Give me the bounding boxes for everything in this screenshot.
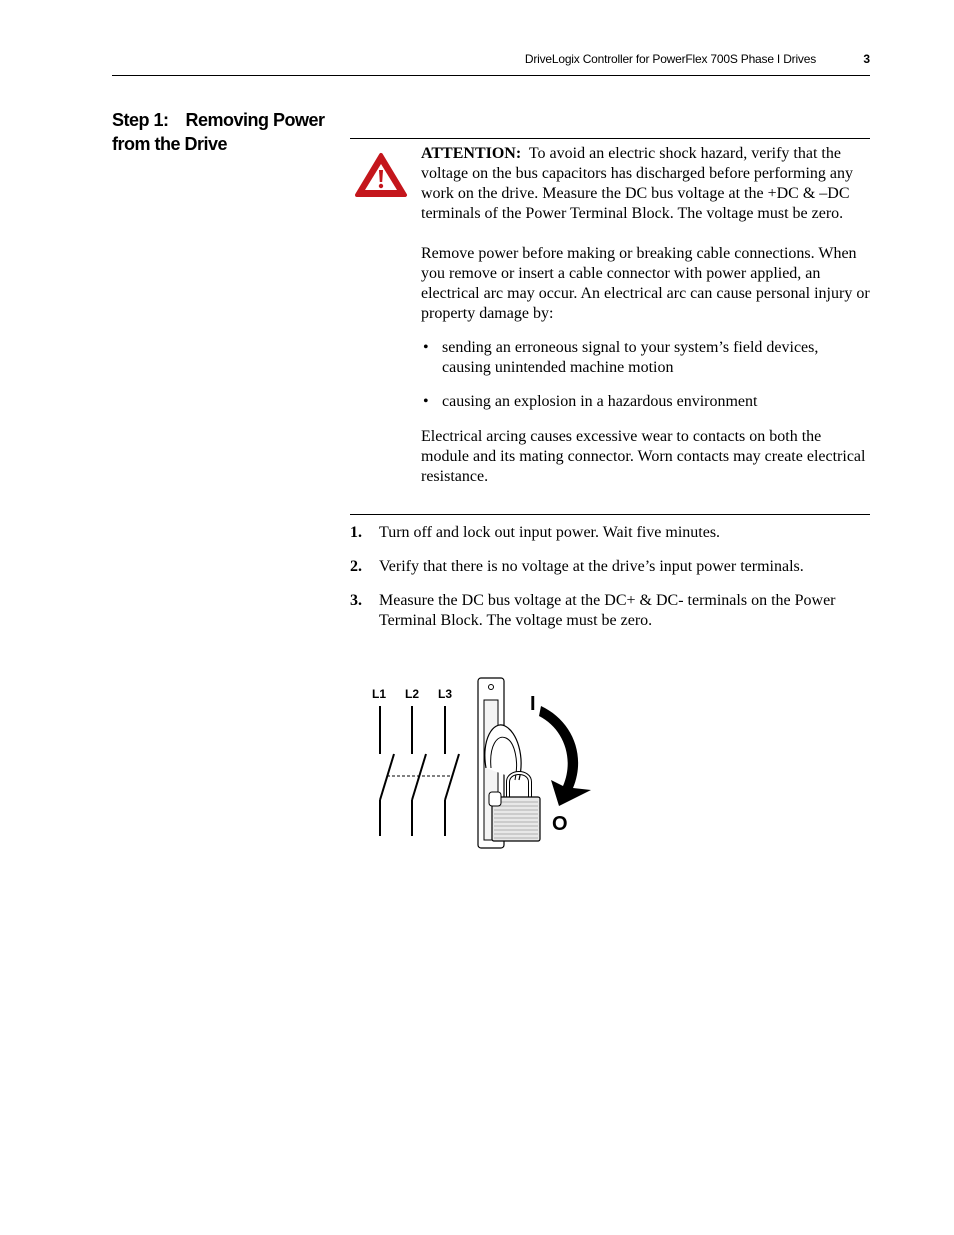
page-number: 3 [863, 52, 870, 66]
attention-label: ATTENTION: [421, 145, 522, 162]
line-label-l1: L1 [372, 687, 387, 701]
attention-paragraph [421, 144, 870, 224]
running-header-title: DriveLogix Controller for PowerFlex 700S Phase I Drives [524, 52, 816, 66]
step-number: 1. [350, 524, 362, 541]
step-item [350, 557, 870, 577]
attention-paragraph-3: Electrical arcing causes excessive wear to contacts on both the module and its mating connector. Worn contacts may create electrical resistance. [421, 428, 866, 485]
lockout-disconnect-figure [365, 670, 605, 852]
step-number: 3. [350, 592, 362, 609]
attention-bullets [421, 338, 870, 412]
list-item: • causing an explosion in a hazardous environment [423, 393, 758, 410]
attention-text: To avoid an electric shock hazard, verify that the voltage on the bus capacitors has discharged before performing any work on the drive. Measure the DC bus voltage at the +DC & –DC terminals of the Power Terminal Block. The voltage must be zero. [421, 145, 853, 222]
line-label-l2: L2 [405, 687, 420, 701]
step-text: Measure the DC bus voltage at the DC+ & DC- terminals on the Power Terminal Block. The voltage must be zero. [379, 592, 836, 629]
bullet-text: sending an erroneous signal to your system’s field devices, causing unintended machine motion [442, 339, 819, 376]
on-label: I [530, 693, 536, 715]
rotate-arrow-icon [539, 706, 591, 806]
bullet-text: causing an explosion in a hazardous environment [442, 393, 758, 410]
step-text: Verify that there is no voltage at the drive’s input power terminals. [379, 558, 804, 575]
switch-contacts [380, 706, 459, 836]
list-item: • sending an erroneous signal to your system’s field devices, causing unintended machine motion [423, 339, 819, 376]
step-title-line1: Removing Power [185, 110, 325, 130]
attention-top-rule [350, 138, 870, 139]
attention-paragraph-2: Remove power before making or breaking cable connections. When you remove or insert a cable connector with power applied, an electrical arc may occur. An electrical arc can cause personal injury or property damage by: [421, 245, 870, 322]
warning-triangle-icon [354, 152, 408, 198]
step-text: Turn off and lock out input power. Wait five minutes. [379, 524, 721, 541]
off-label: O [552, 813, 568, 835]
step-item [350, 523, 870, 543]
section-heading [112, 108, 334, 156]
step-number: 2. [350, 558, 362, 575]
step-item [350, 591, 870, 631]
step-label: Step 1: [112, 110, 169, 130]
header-rule [112, 75, 870, 76]
line-label-l3: L3 [438, 687, 453, 701]
step-title-line2: from the Drive [112, 134, 228, 154]
attention-bottom-rule [350, 514, 870, 515]
procedure-steps [350, 523, 870, 645]
attention-block [421, 144, 870, 487]
